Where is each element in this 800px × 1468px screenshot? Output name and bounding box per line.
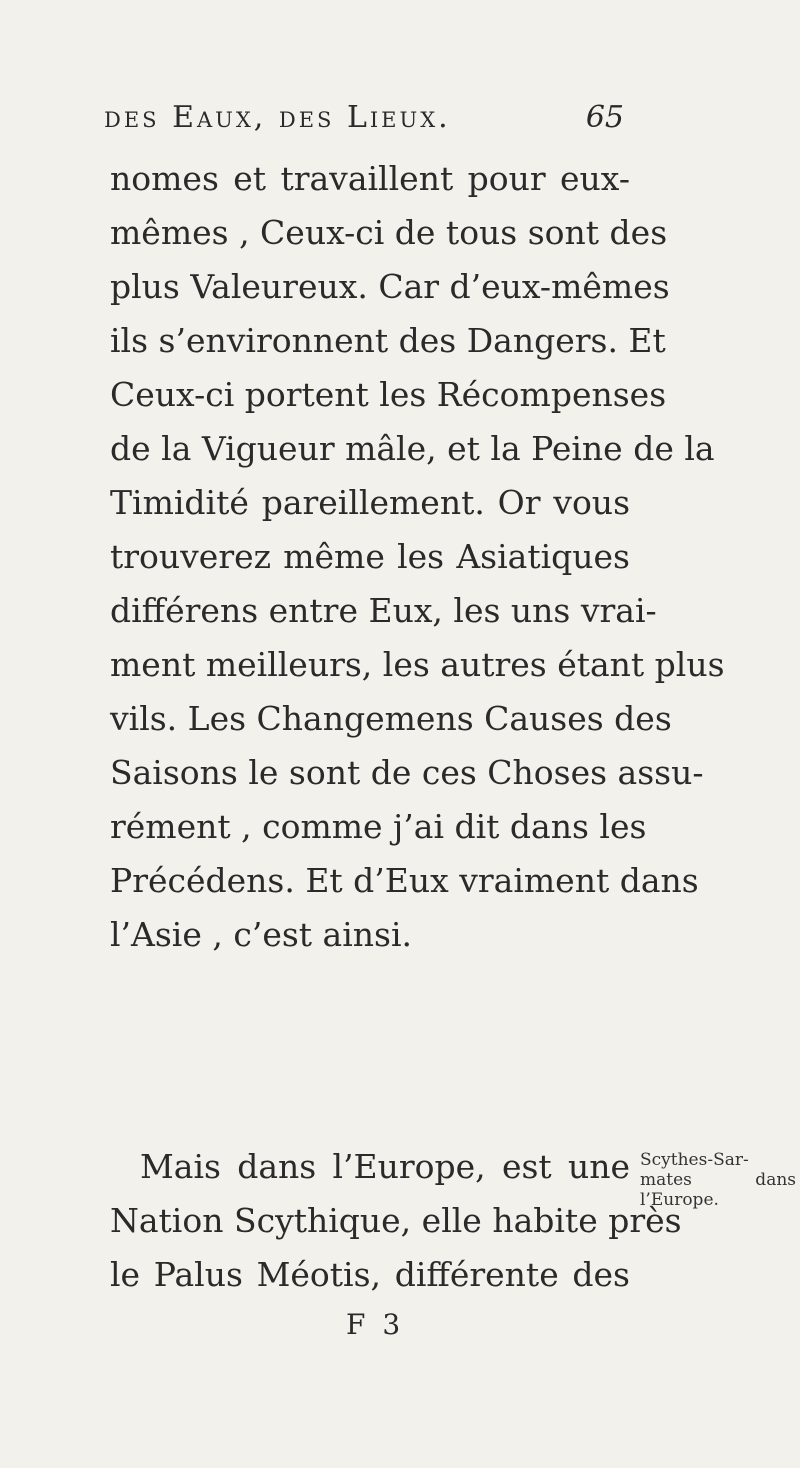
signature-mark: F 3: [346, 1308, 405, 1341]
text-line: le Palus Méotis, différente des: [110, 1255, 630, 1294]
text-line: plus Valeureux. Car d’eux-mêmes: [110, 267, 670, 306]
text-line: ment meilleurs, les autres étant plus: [110, 645, 725, 684]
text-line: ils s’environnent des Dangers. Et: [110, 321, 666, 360]
paragraph-1: [110, 152, 725, 962]
text-line: rément , comme j’ai dit dans les: [110, 807, 647, 846]
paragraph-2: [110, 1140, 682, 1302]
text-line: vils. Les Changemens Causes des: [110, 699, 672, 738]
text-line: trouverez même les Asiatiques: [110, 537, 630, 576]
text-line: l’Asie , c’est ainsi.: [110, 915, 413, 954]
margin-note: [640, 1150, 796, 1210]
margin-note-line: Scythes-Sar-: [640, 1150, 749, 1170]
text-line: Précédens. Et d’Eux vraiment dans: [110, 861, 699, 900]
margin-note-line: l’Europe.: [640, 1190, 719, 1210]
running-title: des Eaux, des Lieux.: [104, 100, 451, 135]
text-line: différens entre Eux, les uns vrai-: [110, 591, 657, 630]
margin-note-line: mates dans: [640, 1170, 796, 1190]
page-number: 65: [585, 100, 624, 135]
text-line: de la Vigueur mâle, et la Peine de la: [110, 429, 715, 468]
text-line: Mais dans l’Europe, est une: [140, 1147, 630, 1186]
running-header: [104, 100, 624, 144]
text-line: Nation Scythique, elle habite près: [110, 1201, 682, 1240]
text-line: Ceux-ci portent les Récompenses: [110, 375, 667, 414]
text-line: mêmes , Ceux-ci de tous sont des: [110, 213, 668, 252]
text-line: nomes et travaillent pour eux-: [110, 159, 630, 198]
text-line: Timidité pareillement. Or vous: [110, 483, 630, 522]
text-line: Saisons le sont de ces Choses assu-: [110, 753, 704, 792]
